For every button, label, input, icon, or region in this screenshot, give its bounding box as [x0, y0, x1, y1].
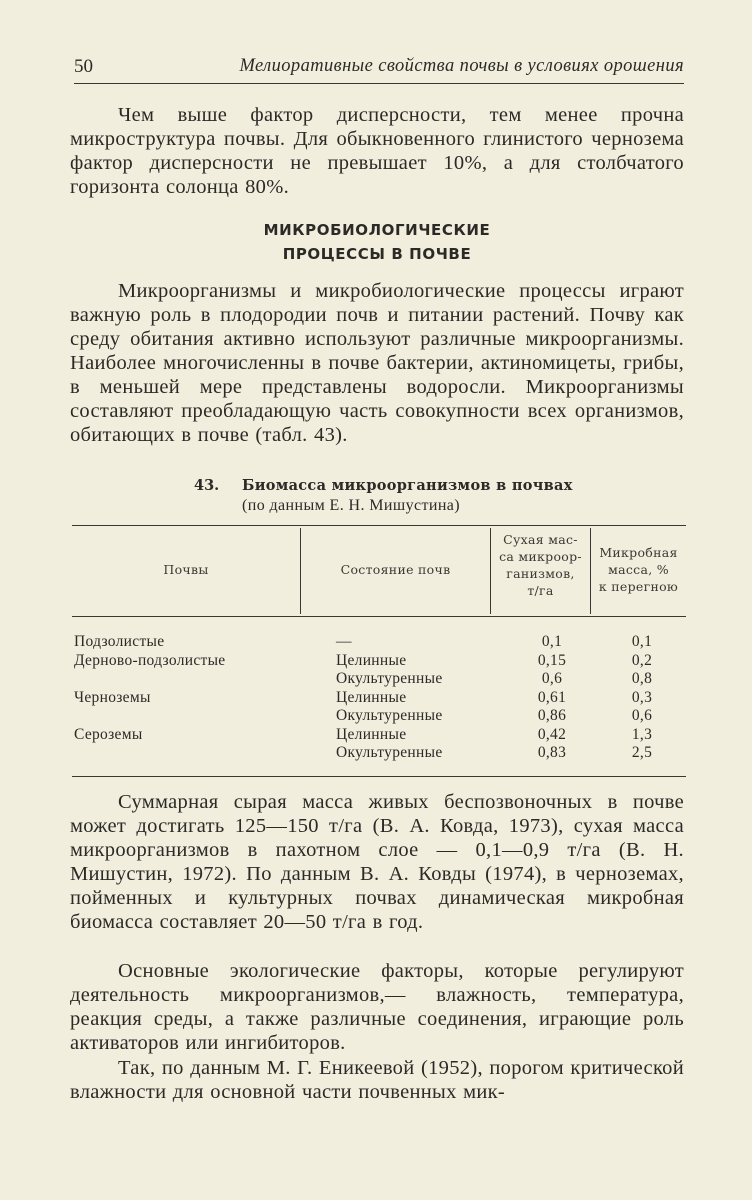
section-title-line-2: ПРОЦЕССЫ В ПОЧВЕ	[282, 245, 472, 263]
cell-dry-mass: 0,6	[541, 670, 563, 687]
cell-dry-mass: 0,1	[541, 633, 563, 650]
paragraph-microorganisms: Микроорганизмы и микробиологические процессы играют важную роль в плодородии почв и питании растений. Почву как среду обитания активно используют различные микроорганизмы. Наиболее многочисленны в почве бактерии, актиномицеты, грибы, в меньшей мере представлены водоросли. Микроорганизмы составляют преобладающую часть совокупности всех организмов, обитающих в почве (табл. 43).	[70, 280, 684, 446]
header-dry-mass	[491, 531, 590, 599]
table-row	[72, 670, 686, 689]
header-dry-mass-line: са микроор-	[499, 549, 582, 564]
paragraph-ecological-factors: Основные экологические факторы, которые регулируют деятельность микроорганизмов,— влажность, температура, реакция среды, а также различные соединения, играющие роль активаторов или ингибиторов.	[70, 960, 684, 1054]
header-soil-state: Состояние почв	[340, 562, 451, 577]
cell-microbial-mass: 0,8	[631, 670, 653, 687]
table-bottom-rule	[72, 776, 686, 777]
cell-dry-mass: 0,15	[537, 651, 567, 669]
cell-soil: Дерново-подзолистые	[74, 651, 226, 669]
table-row	[72, 689, 686, 708]
header-microbial-mass-line: Микробная	[599, 545, 678, 560]
cell-state: —	[336, 633, 352, 650]
table-title: Биомасса микроорганизмов в почвах	[242, 477, 573, 494]
paragraph-invertebrates: Суммарная сырая масса живых беспозвоночных в почве может достигать 125—150 т/га (В. А. Ковда, 1973), сухая масса микроорганизмов в пахотном слое — 0,1—0,9 т/га (В. Н. Мишустин, 1972). По данным В. А. Ковды (1974), в черноземах, пойменных и культурных почвах динамическая микробная биомасса составляет 20—50 т/га в год.	[70, 791, 684, 933]
biomass-table	[72, 523, 686, 779]
header-microbial-mass	[591, 544, 686, 595]
table-row	[72, 744, 686, 763]
cell-dry-mass: 0,61	[537, 688, 567, 706]
header-dry-mass-line: Сухая мас-	[503, 532, 578, 547]
section-title-line-1: МИКРОБИОЛОГИЧЕСКИЕ	[263, 221, 491, 239]
cell-state: Окультуренные	[336, 670, 443, 687]
cell-microbial-mass: 0,2	[631, 651, 653, 669]
running-header	[74, 56, 684, 84]
header-soils: Почвы	[163, 562, 209, 577]
cell-soil: Подзолистые	[74, 633, 165, 650]
header-dry-mass-line: ганизмов,	[506, 566, 575, 581]
cell-microbial-mass: 1,3	[631, 725, 653, 743]
header-microbial-mass-line: масса, %	[608, 562, 669, 577]
cell-dry-mass: 0,42	[537, 725, 567, 743]
header-dry-mass-line: т/га	[527, 583, 554, 598]
cell-microbial-mass: 0,1	[631, 633, 653, 650]
page-number: 50	[74, 56, 93, 77]
table-subtitle: (по данным Е. Н. Мишустина)	[242, 497, 461, 514]
header-microbial-mass-line: к перегною	[598, 579, 679, 594]
running-title: Мелиоративные свойства почвы в условиях орошения	[239, 56, 684, 76]
table-row	[72, 633, 686, 652]
cell-state: Целинные	[336, 651, 407, 669]
cell-microbial-mass: 0,3	[631, 688, 653, 706]
cell-state: Окультуренные	[336, 744, 443, 761]
table-header-rule	[72, 616, 686, 617]
header-rule	[74, 83, 684, 84]
table-number: 43.	[194, 477, 220, 494]
table-row	[72, 726, 686, 745]
cell-soil: Сероземы	[74, 725, 143, 743]
cell-microbial-mass: 2,5	[631, 744, 653, 761]
cell-state: Целинные	[336, 725, 407, 743]
cell-dry-mass: 0,86	[537, 707, 567, 724]
table-body	[72, 633, 686, 763]
cell-soil: Черноземы	[74, 688, 151, 706]
cell-state: Окультуренные	[336, 707, 443, 724]
table-row	[72, 652, 686, 671]
paragraph-humidity: Так, по данным М. Г. Еникеевой (1952), порогом критической влажности для основной части почвенных мик-	[70, 1057, 684, 1103]
table-top-rule	[72, 525, 686, 526]
cell-microbial-mass: 0,6	[631, 707, 653, 724]
paragraph-dispersity: Чем выше фактор дисперсности, тем менее прочна микроструктура почвы. Для обыкновенного глинистого чернозема фактор дисперсности не превышает 10%, а для столбчатого горизонта солонца 80%.	[70, 104, 684, 198]
table-row	[72, 707, 686, 726]
cell-state: Целинные	[336, 688, 407, 706]
section-title	[70, 218, 684, 266]
cell-dry-mass: 0,83	[537, 744, 567, 761]
